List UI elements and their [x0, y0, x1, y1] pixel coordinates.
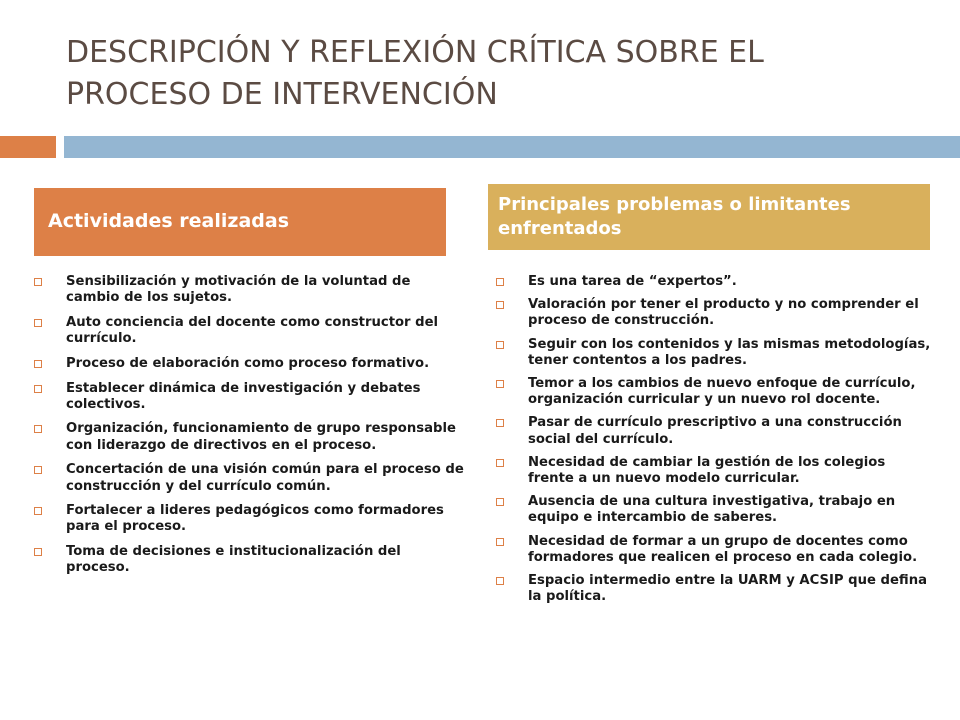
- problem-item-text: Valoración por tener el producto y no comprender el proceso de construcción.: [528, 297, 919, 329]
- activity-item: [34, 544, 464, 576]
- problem-item: [496, 337, 932, 369]
- problem-item-text: Necesidad de cambiar la gestión de los colegios frente a un nuevo modelo curricular.: [528, 454, 886, 487]
- activity-item: [34, 381, 464, 413]
- problem-item: [496, 274, 932, 290]
- activity-item-text: Concertación de una visión común para el proceso de construcción y del currículo común.: [66, 462, 464, 494]
- activity-item-text: Auto conciencia del docente como constructor del currículo.: [66, 314, 439, 347]
- square-bullet-icon: [34, 507, 42, 515]
- square-bullet-icon: [496, 380, 504, 388]
- problems-list: [496, 274, 932, 612]
- slide-title-line2: PROCESO DE INTERVENCIÓN: [66, 77, 498, 112]
- activity-item: [34, 274, 464, 306]
- problems-header: Principales problemas o limitantes enfrentados: [488, 184, 930, 250]
- problem-item: [496, 573, 932, 605]
- problem-item: [496, 455, 932, 487]
- square-bullet-icon: [496, 538, 504, 546]
- activity-item-text: Toma de decisiones e institucionalización del proceso.: [66, 544, 401, 576]
- square-bullet-icon: [34, 548, 42, 556]
- problem-item-text: Seguir con los contenidos y las mismas metodologías, tener contentos a los padres.: [528, 336, 931, 368]
- problem-item-text: Es una tarea de “expertos”.: [528, 274, 737, 289]
- activity-item: [34, 462, 464, 494]
- square-bullet-icon: [34, 425, 42, 433]
- activities-header: Actividades realizadas: [34, 188, 446, 256]
- activity-item: [34, 356, 464, 372]
- activity-item-text: Fortalecer a lideres pedagógicos como formadores para el proceso.: [66, 503, 444, 535]
- activity-item: [34, 315, 464, 347]
- activity-item-text: Sensibilización y motivación de la voluntad de cambio de los sujetos.: [66, 274, 411, 306]
- problem-item: [496, 494, 932, 526]
- problem-item-text: Espacio intermedio entre la UARM y ACSIP que defina la política.: [528, 573, 927, 605]
- square-bullet-icon: [34, 385, 42, 393]
- activity-item: [34, 421, 464, 453]
- problem-item: [496, 534, 932, 566]
- problem-item: [496, 297, 932, 329]
- square-bullet-icon: [496, 577, 504, 585]
- square-bullet-icon: [34, 319, 42, 327]
- square-bullet-icon: [496, 419, 504, 427]
- problem-item: [496, 376, 932, 408]
- activity-item: [34, 503, 464, 535]
- accent-bar-orange: [0, 136, 56, 158]
- problem-item-text: Pasar de currículo prescriptivo a una construcción social del currículo.: [528, 415, 902, 447]
- problem-item-text: Temor a los cambios de nuevo enfoque de currículo, organización curricular y un nuevo rol docente.: [528, 376, 916, 408]
- square-bullet-icon: [496, 459, 504, 467]
- activity-item-text: Establecer dinámica de investigación y debates colectivos.: [66, 380, 421, 412]
- square-bullet-icon: [496, 278, 504, 286]
- square-bullet-icon: [496, 301, 504, 309]
- activity-item-text: Organización, funcionamiento de grupo responsable con liderazgo de directivos en el proceso.: [66, 421, 456, 453]
- slide-title-line1: DESCRIPCIÓN Y REFLEXIÓN CRÍTICA SOBRE EL: [66, 35, 764, 70]
- square-bullet-icon: [34, 466, 42, 474]
- activity-item-text: Proceso de elaboración como proceso formativo.: [66, 355, 430, 371]
- problem-item-text: Necesidad de formar a un grupo de docentes como formadores que realicen el proceso en cada colegio.: [528, 533, 918, 565]
- square-bullet-icon: [34, 278, 42, 286]
- activities-list: [34, 274, 464, 585]
- accent-bar-blue: [64, 136, 960, 158]
- square-bullet-icon: [496, 498, 504, 506]
- square-bullet-icon: [496, 341, 504, 349]
- slide-title: [66, 32, 926, 116]
- square-bullet-icon: [34, 360, 42, 368]
- problem-item-text: Ausencia de una cultura investigativa, trabajo en equipo e intercambio de saberes.: [528, 494, 896, 526]
- problem-item: [496, 415, 932, 447]
